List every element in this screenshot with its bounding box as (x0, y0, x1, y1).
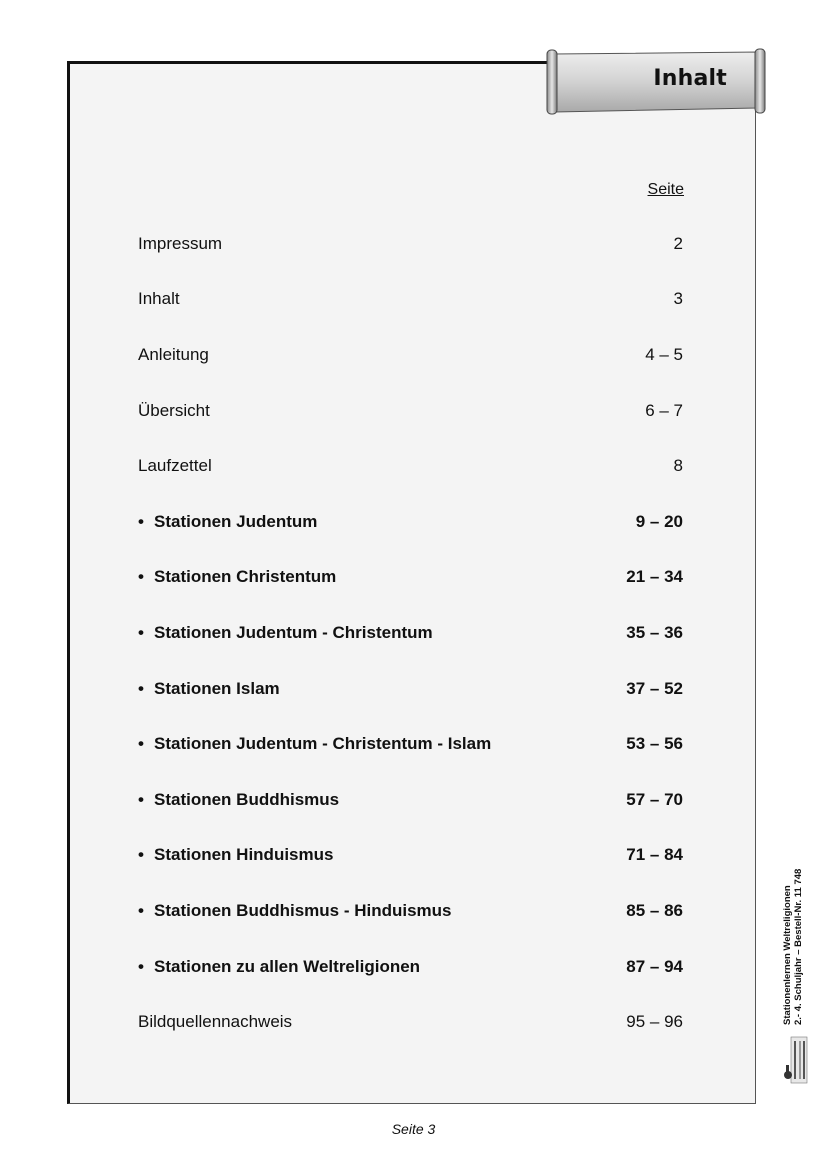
toc-entry-label: Anleitung (138, 344, 209, 364)
page-title: Inhalt (653, 66, 727, 91)
bullet-icon: • (138, 789, 144, 809)
toc-entry-pages: 87 – 94 (626, 956, 683, 976)
toc-entry-label: Stationen Islam (154, 678, 280, 698)
toc-entry-pages: 95 – 96 (626, 1012, 683, 1032)
toc-entry-label: Stationen Buddhismus - Hinduismus (154, 900, 452, 920)
toc-entry-pages: 57 – 70 (626, 789, 683, 809)
toc-entry-title (138, 567, 626, 587)
toc-row (138, 494, 683, 550)
publisher-logo-icon (783, 1035, 809, 1085)
toc-entry-title (138, 734, 626, 754)
toc-entry-pages: 85 – 86 (626, 900, 683, 920)
toc-entry-title (138, 790, 626, 810)
toc-row (138, 939, 683, 995)
bullet-icon: • (138, 900, 144, 920)
toc-entry-pages: 71 – 84 (626, 845, 683, 865)
bullet-icon: • (138, 511, 144, 531)
toc-entry-pages: 6 – 7 (645, 400, 683, 420)
toc-entry-label: Stationen Buddhismus (154, 789, 340, 809)
sidebar-line-title: Stationenlernen Weltreligionen (782, 885, 793, 1025)
toc-entry-title (138, 957, 626, 977)
toc-entry-title (138, 679, 626, 699)
toc-row (138, 216, 683, 272)
toc-row (138, 883, 683, 939)
toc-entry-title (138, 234, 674, 254)
toc-entry-pages: 37 – 52 (626, 678, 683, 698)
toc-entry-title (138, 845, 626, 865)
toc-row (138, 550, 683, 606)
title-scroll-banner (545, 48, 767, 116)
toc-entry-label: Stationen Christentum (154, 567, 337, 587)
toc-entry-label: Bildquellennachweis (138, 1012, 293, 1032)
toc-entry-pages: 53 – 56 (626, 734, 683, 754)
toc-entry-title (138, 901, 626, 921)
bullet-icon: • (138, 678, 144, 698)
bullet-icon: • (138, 845, 144, 865)
toc-row (138, 327, 683, 383)
toc-entry-label: Stationen Hinduismus (154, 845, 334, 865)
toc-entry-pages: 35 – 36 (626, 622, 683, 642)
toc-entry-label: Stationen Judentum - Christentum (154, 622, 433, 642)
bullet-icon: • (138, 567, 144, 587)
toc-entry-title (138, 289, 674, 309)
toc-row (138, 828, 683, 884)
bullet-icon: • (138, 734, 144, 754)
toc-entry-label: Stationen Judentum (154, 511, 318, 531)
toc-entry-title (138, 1012, 626, 1032)
page-column-header: Seite (647, 181, 684, 198)
toc-entry-label: Impressum (138, 233, 223, 253)
toc-entry-title (138, 401, 645, 421)
toc-entry-label: Stationen Judentum - Christentum - Islam (154, 734, 492, 754)
toc-entry-pages: 2 (673, 233, 683, 253)
toc-row (138, 272, 683, 328)
toc-entry-pages: 8 (673, 456, 683, 476)
toc-row (138, 605, 683, 661)
toc-entry-title (138, 623, 626, 643)
toc-entry-title (138, 456, 674, 476)
toc-entry-pages: 4 – 5 (645, 344, 683, 364)
toc-entry-title (138, 512, 636, 532)
toc-entry-pages: 3 (673, 289, 683, 309)
sidebar-line-order: 2.- 4. Schuljahr – Bestell-Nr. 11 748 (793, 868, 804, 1025)
toc-entry-title (138, 345, 645, 365)
bullet-icon: • (138, 956, 144, 976)
toc-entry-label: Laufzettel (138, 456, 212, 476)
toc-row (138, 772, 683, 828)
toc-row (138, 438, 683, 494)
toc-row (138, 994, 683, 1050)
toc-row (138, 716, 683, 772)
sidebar-imprint (782, 845, 804, 1025)
toc-row (138, 661, 683, 717)
toc-entry-label: Inhalt (138, 289, 180, 309)
page-number: Seite 3 (391, 1121, 436, 1137)
toc-entry-pages: 9 – 20 (635, 511, 683, 531)
table-of-contents (138, 216, 683, 1050)
toc-entry-label: Übersicht (138, 400, 210, 420)
bullet-icon: • (138, 622, 144, 642)
toc-entry-pages: 21 – 34 (626, 567, 683, 587)
toc-entry-label: Stationen zu allen Weltreligionen (154, 956, 421, 976)
toc-row (138, 383, 683, 439)
